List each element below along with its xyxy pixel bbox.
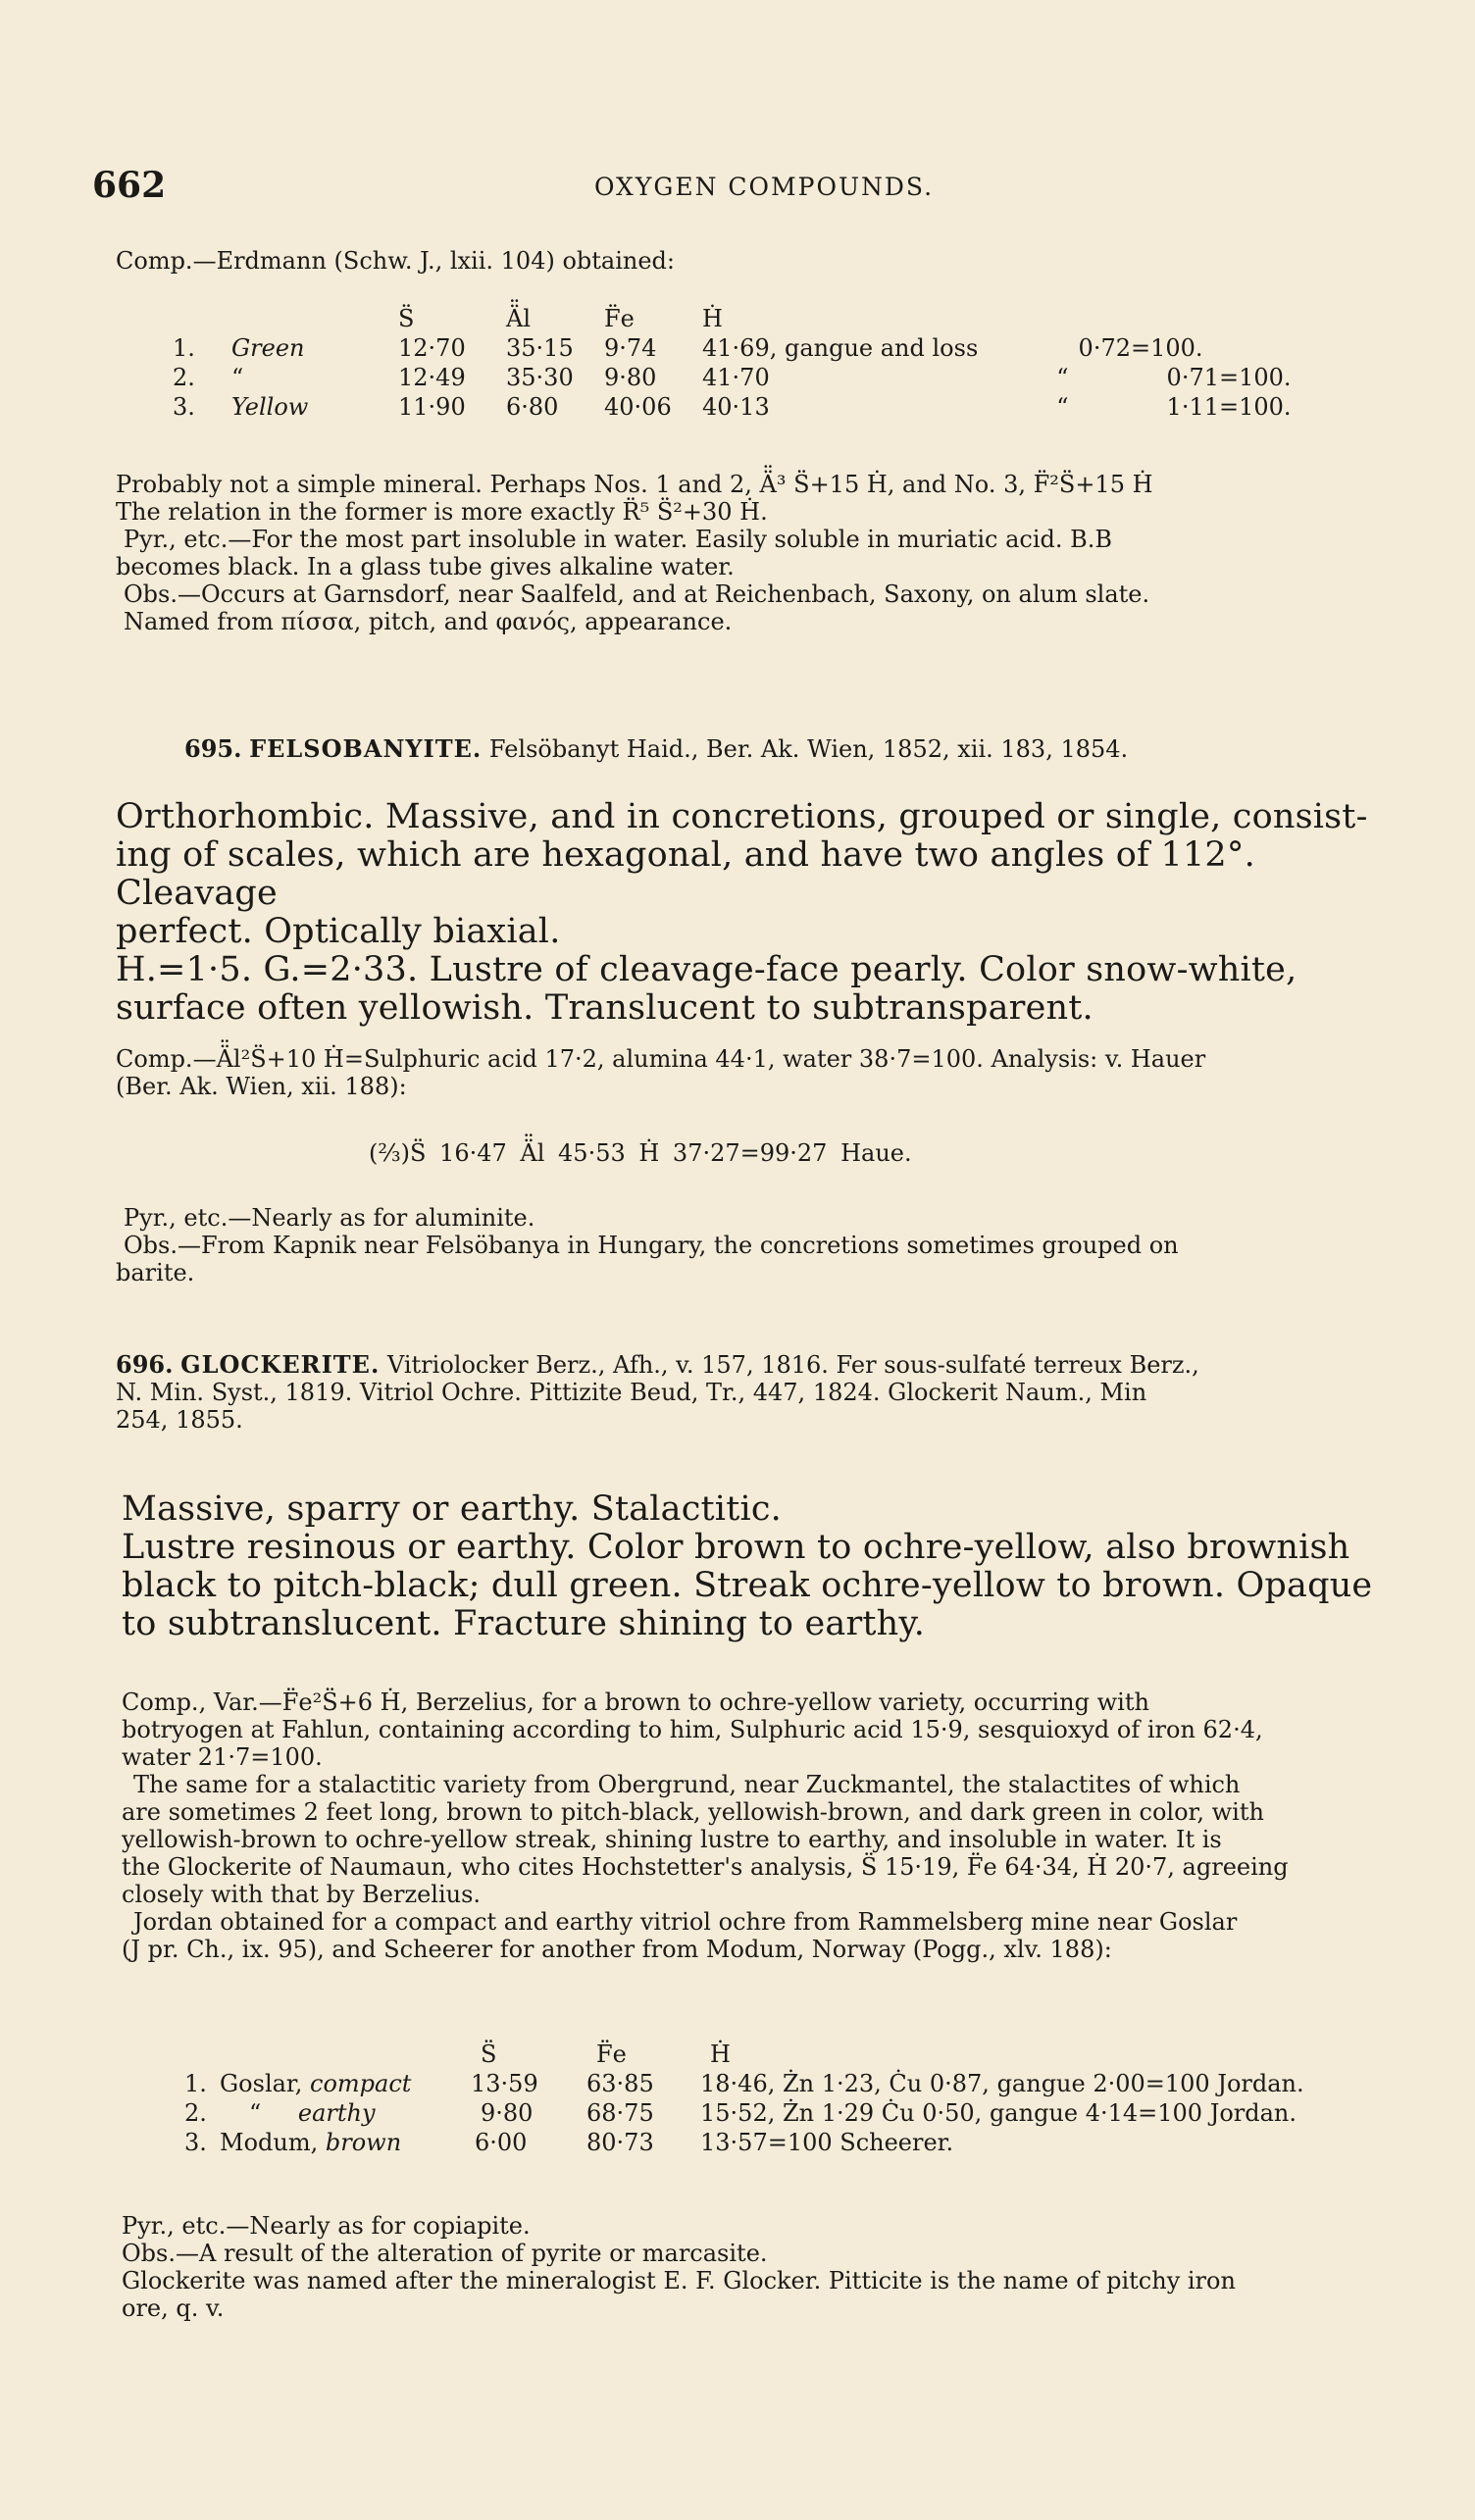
species-name: GLOCKERITE. xyxy=(180,1350,381,1379)
text-line: (Ber. Ak. Wien, xii. 188): xyxy=(116,1073,407,1100)
text-line: Pyr., etc.—Nearly as for aluminite. xyxy=(124,1204,535,1232)
text-line: Orthorhombic. Massive, and in concretions, grouped or single, consist- xyxy=(116,797,1368,836)
text-line: closely with that by Berzelius. xyxy=(122,1881,482,1908)
glockerite-description xyxy=(122,1490,1426,1643)
text-line: yellowish-brown to ochre-yellow streak, shining lustre to earthy, and insoluble in water. It is xyxy=(122,1826,1222,1853)
text-line: barite. xyxy=(116,1259,195,1286)
text-line: the Glockerite of Naumaun, who cites Hochstetter's analysis, S̈ 15·19, F̈e 64·34, Ḣ 20·7, agreeing xyxy=(122,1853,1289,1881)
species-number: 695. xyxy=(184,734,242,763)
column-header: F̈e xyxy=(604,305,635,332)
text-line: Comp.—Ä̈l²S̈+10 Ḣ=Sulphuric acid 17·2, alumina 44·1, water 38·7=100. Analysis: v. Hauer xyxy=(116,1045,1206,1073)
table-header-row xyxy=(173,304,1292,333)
text-line: Obs.—A result of the alteration of pyrite or marcasite. xyxy=(122,2240,768,2267)
column-header: S̈ xyxy=(398,305,415,332)
felsobanyite-heading xyxy=(184,735,1400,763)
text-line: The same for a stalactitic variety from Obergrund, near Zuckmantel, the stalactites of which xyxy=(133,1771,1241,1798)
page-number: 662 xyxy=(92,165,167,206)
table-row: 1. Green 12·70 35·15 9·74 41·69, gangue and loss 0·72=100. xyxy=(173,334,1203,362)
glockerite-notes xyxy=(122,2212,1426,2322)
text-line: surface often yellowish. Translucent to subtransparent. xyxy=(116,988,1094,1028)
text-line: Pyr., etc.—For the most part insoluble in water. Easily soluble in muriatic acid. B.B xyxy=(124,526,1113,553)
text-line: Obs.—Occurs at Garnsdorf, near Saalfeld, and at Reichenbach, Saxony, on alum slate. xyxy=(124,580,1150,608)
species-number: 696. xyxy=(116,1350,174,1379)
felsobanyite-comp xyxy=(116,1045,1420,1100)
running-title: OXYGEN COMPOUNDS. xyxy=(594,173,935,201)
running-head xyxy=(92,165,1397,208)
text-line: are sometimes 2 feet long, brown to pitch-black, yellowish-brown, and dark green in color, with xyxy=(122,1798,1264,1826)
text-line: N. Min. Syst., 1819. Vitriol Ochre. Pittizite Beud, Tr., 447, 1824. Glockerit Naum., Min xyxy=(116,1379,1147,1406)
felsobanyite-analysis: (⅔)S̈ 16·47 Ä̈l 45·53 Ḣ 37·27=99·27 Haue. xyxy=(369,1139,912,1167)
glockerite-heading xyxy=(116,1351,1420,1434)
text-line: Comp., Var.—F̈e²S̈+6 Ḣ, Berzelius, for a brown to ochre-yellow variety, occurring with xyxy=(122,1688,1149,1716)
text-line: 254, 1855. xyxy=(116,1406,243,1434)
text-line: Jordan obtained for a compact and earthy vitriol ochre from Rammelsberg mine near Goslar xyxy=(133,1908,1238,1936)
text-line: Named from πίσσα, pitch, and φανός, appearance. xyxy=(124,608,733,635)
text-line: The relation in the former is more exactly R̈⁵ S̈²+30 Ḣ. xyxy=(116,498,768,526)
text-line: Glockerite was named after the mineralogist E. F. Glocker. Pitticite is the name of pitchy iron xyxy=(122,2267,1236,2294)
felsobanyite-pyr-obs xyxy=(116,1204,1420,1286)
text-line: H.=1·5. G.=2·33. Lustre of cleavage-face pearly. Color snow-white, xyxy=(116,950,1297,989)
table-row: 3. Yellow 11·90 6·80 40·06 40·13 “ 1·11=100. xyxy=(173,393,1292,421)
text-line: ore, q. v. xyxy=(122,2294,225,2322)
glockerite-comp xyxy=(122,1688,1426,1963)
text-line: Obs.—From Kapnik near Felsöbanya in Hungary, the concretions sometimes grouped on xyxy=(124,1232,1179,1259)
species-reference: Felsöbanyt Haid., Ber. Ak. Wien, 1852, xii. 183, 1854. xyxy=(488,735,1129,763)
table-header-row xyxy=(184,2040,1304,2069)
pissophane-analysis-table xyxy=(173,304,1292,422)
pissophane-notes xyxy=(116,471,1400,635)
text-line: to subtranslucent. Fracture shining to earthy. xyxy=(122,1604,926,1643)
text-line: black to pitch-black; dull green. Streak ochre-yellow to brown. Opaque xyxy=(122,1566,1373,1605)
column-header: Ä̈l xyxy=(506,305,532,332)
column-header: F̈e xyxy=(596,2041,627,2068)
table-row: 2. “ 12·49 35·30 9·80 41·70 “ 0·71=100. xyxy=(173,364,1292,391)
text-line: botryogen at Fahlun, containing according to him, Sulphuric acid 15·9, sesquioxyd of iron 62·4, xyxy=(122,1716,1263,1743)
table-row: 1. Goslar, compact 13·59 63·85 18·46, Żn 1·23, Ċu 0·87, gangue 2·00=100 Jordan. xyxy=(184,2070,1304,2097)
species-reference: Vitriolocker Berz., Afh., v. 157, 1816. Fer sous-sulfaté terreux Berz., xyxy=(386,1351,1199,1379)
text-line: Pyr., etc.—Nearly as for copiapite. xyxy=(122,2212,531,2240)
text-line: becomes black. In a glass tube gives alkaline water. xyxy=(116,553,735,580)
text-line: (J pr. Ch., ix. 95), and Scheerer for another from Modum, Norway (Pogg., xlv. 188): xyxy=(122,1936,1112,1963)
species-name: FELSOBANYITE. xyxy=(249,734,483,763)
text-line: perfect. Optically biaxial. xyxy=(116,912,561,951)
column-header: Ḣ xyxy=(702,305,723,332)
pissophane-comp-intro: Comp.—Erdmann (Schw. J., lxii. 104) obtained: xyxy=(116,247,675,275)
text-line: Lustre resinous or earthy. Color brown to ochre-yellow, also brownish xyxy=(122,1528,1350,1567)
column-header: S̈ xyxy=(481,2041,497,2068)
felsobanyite-description xyxy=(116,798,1420,1028)
text-line: ing of scales, which are hexagonal, and have two angles of 112°. Cleavage xyxy=(116,835,1255,913)
column-header: Ḣ xyxy=(710,2041,731,2068)
text-line: water 21·7=100. xyxy=(122,1743,323,1771)
text-line: Probably not a simple mineral. Perhaps Nos. 1 and 2, Ä̈³ S̈+15 Ḣ, and No. 3, F̈²S̈+15 Ḣ xyxy=(116,471,1153,498)
table-row: 3. Modum, brown 6·00 80·73 13·57=100 Scheerer. xyxy=(184,2129,954,2156)
text-line: Massive, sparry or earthy. Stalactitic. xyxy=(122,1489,782,1529)
glockerite-analysis-table xyxy=(184,2040,1304,2157)
table-row: 2. “ earthy 9·80 68·75 15·52, Żn 1·29 Ċu 0·50, gangue 4·14=100 Jordan. xyxy=(184,2099,1297,2127)
